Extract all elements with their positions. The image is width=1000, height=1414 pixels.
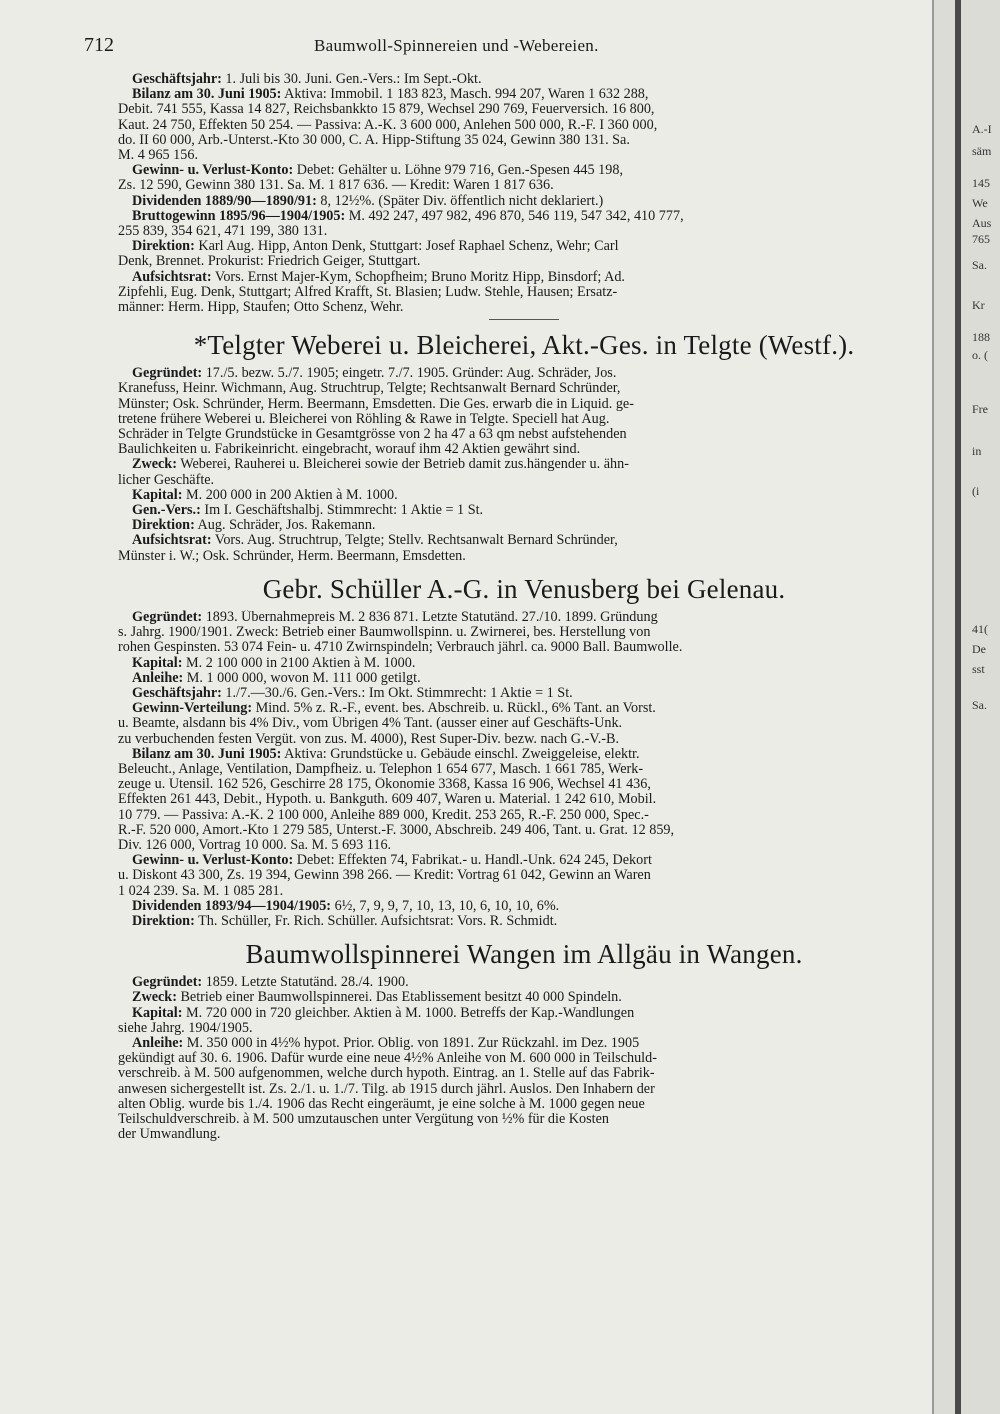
- text-line: [118, 868, 930, 883]
- field-text: u. Beamte, alsdann bis 4% Div., vom Übrigen 4% Tant. (ausser einer auf Geschäfts-Unk.: [118, 716, 623, 732]
- field-text: M. 350 000 in 4½% hypot. Prior. Oblig. von 1891. Zur Rückzahl. im Dez. 1905: [183, 1035, 640, 1051]
- field-text: M. 200 000 in 200 Aktien à M. 1000.: [182, 487, 398, 503]
- text-line: [118, 808, 930, 823]
- text-line: [118, 285, 930, 300]
- field-text: M. 2 100 000 in 2100 Aktien à M. 1000.: [182, 655, 416, 671]
- text-line: [118, 701, 930, 716]
- field-text: u. Diskont 43 300, Zs. 19 394, Gewinn 398 266. — Kredit: Vortrag 61 042, Gewinn an Waren: [118, 868, 651, 884]
- field-label: Aufsichtsrat:: [132, 533, 212, 549]
- margin-note: o. (: [972, 348, 988, 362]
- field-label: Gewinn-Verteilung:: [132, 701, 253, 717]
- field-text: der Umwandlung.: [118, 1127, 221, 1143]
- margin-note: 765: [972, 232, 990, 246]
- field-text: Kranefuss, Heinr. Wichmann, Aug. Struchtrup, Telgte; Rechtsanwalt Bernard Schründer,: [118, 381, 621, 397]
- text-line: [118, 1006, 930, 1021]
- field-text: Effekten 261 443, Debit., Hypoth. u. Bankguth. 609 407, Waren u. Material. 1 242 610, Mobil.: [118, 792, 657, 808]
- text-line: [118, 640, 930, 655]
- text-line: [118, 1097, 930, 1112]
- text-line: [118, 1112, 930, 1127]
- field-text: 1859. Letzte Statutänd. 28./4. 1900.: [202, 975, 409, 991]
- margin-note: säm: [972, 144, 992, 158]
- text-line: [118, 1127, 930, 1142]
- margin-note: 41(: [972, 622, 988, 636]
- field-text: Münster i. W.; Osk. Schründer, Herm. Beermann, Emsdetten.: [118, 548, 466, 564]
- field-text: alten Oblig. wurde bis 1./4. 1906 das Recht eingeräumt, je eine solche à M. 1000 gegen neue: [118, 1096, 645, 1112]
- field-label: Geschäftsjahr:: [132, 685, 222, 701]
- field-text: siehe Jahrg. 1904/1905.: [118, 1020, 253, 1036]
- field-label: Bilanz am 30. Juni 1905:: [132, 746, 282, 762]
- field-label: Dividenden 1893/94—1904/1905:: [132, 898, 332, 914]
- text-line: [118, 194, 930, 209]
- field-text: M. 720 000 in 720 gleichber. Aktien à M. 1000. Betreffs der Kap.-Wandlungen: [182, 1005, 635, 1021]
- field-label: Geschäftsjahr:: [132, 72, 222, 87]
- field-label: Zweck:: [132, 457, 177, 473]
- text-line: [118, 72, 930, 87]
- text-line: [118, 1066, 930, 1081]
- field-text: Aktiva: Grundstücke u. Gebäude einschl. Zweiggeleise, elektr.: [281, 746, 640, 762]
- field-label: Gewinn- u. Verlust-Konto:: [132, 853, 294, 869]
- text-line: [118, 133, 930, 148]
- entry-telgte: [118, 330, 930, 564]
- field-text: R.-F. 520 000, Amort.-Kto 1 279 585, Unterst.-F. 3000, Abschreib. 249 406, Tant. u. Grat. 12 859,: [118, 822, 675, 838]
- margin-note: A.-I: [972, 122, 992, 136]
- text-line: [118, 427, 930, 442]
- field-text: M. 1 000 000, wovon M. 111 000 getilgt.: [183, 670, 421, 686]
- text-line: [118, 656, 930, 671]
- margin-note: sst: [972, 662, 985, 676]
- field-text: anwesen sichergestellt ist. Zs. 2./1. u. 1./7. Tilg. ab 1915 durch jährl. Auslos. Den Inhabern der: [118, 1081, 655, 1097]
- field-label: Anleihe:: [132, 1035, 184, 1051]
- text-line: [118, 381, 930, 396]
- section-divider: [489, 319, 559, 320]
- text-line: [118, 1036, 930, 1051]
- margin-note: (i: [972, 484, 980, 498]
- field-text: Vors. Ernst Majer-Kym, Schopfheim; Bruno Moritz Hipp, Binsdorf; Ad.: [211, 269, 625, 285]
- field-text: 1893. Übernahmepreis M. 2 836 871. Letzte Statutänd. 27./10. 1899. Gründung: [202, 609, 658, 625]
- field-text: Im I. Geschäftshalbj. Stimmrecht: 1 Aktie = 1 St.: [200, 503, 484, 519]
- field-label: Gegründet:: [132, 975, 203, 991]
- field-label: Direktion:: [132, 913, 195, 929]
- field-label: Kapital:: [132, 1005, 183, 1021]
- page-number: 712: [84, 34, 114, 56]
- field-label: Anleihe:: [132, 670, 184, 686]
- text-line: [118, 610, 930, 625]
- field-text: s. Jahrg. 1900/1901. Zweck: Betrieb einer Baumwollspinn. u. Zwirnerei, bes. Herstellung von: [118, 625, 651, 641]
- margin-note: Sa.: [972, 258, 987, 272]
- field-text: Denk, Brennet. Prokurist: Friedrich Geiger, Stuttgart.: [118, 254, 421, 270]
- text-line: [118, 975, 930, 990]
- field-label: Dividenden 1889/90—1890/91:: [132, 193, 317, 209]
- field-text: 6½, 7, 9, 9, 7, 10, 13, 10, 6, 10, 10, 6%.: [331, 898, 560, 914]
- field-text: 1. Juli bis 30. Juni. Gen.-Vers.: Im Sept.-Okt.: [221, 72, 482, 87]
- text-line: [118, 671, 930, 686]
- field-label: Gen.-Vers.:: [132, 503, 201, 519]
- field-text: rohen Gespinsten. 53 074 Fein- u. 4710 Zwirnspindeln; Verbrauch jährl. ca. 9000 Ball. Baumwolle.: [118, 640, 683, 656]
- margin-note: We: [972, 196, 988, 210]
- text-line: [118, 732, 930, 747]
- field-text: Debet: Gehälter u. Löhne 979 716, Gen.-Spesen 445 198,: [293, 163, 623, 179]
- text-line: [118, 366, 930, 381]
- field-text: M. 492 247, 497 982, 496 870, 546 119, 547 342, 410 777,: [345, 208, 684, 224]
- text-line: [118, 178, 930, 193]
- text-line: [118, 518, 930, 533]
- text-line: [118, 209, 930, 224]
- text-line: [118, 1082, 930, 1097]
- text-line: [118, 990, 930, 1005]
- text-line: [118, 473, 930, 488]
- text-line: [118, 899, 930, 914]
- text-line: [118, 118, 930, 133]
- field-text: Debet: Effekten 74, Fabrikat.- u. Handl.-Unk. 624 245, Dekort: [293, 853, 652, 869]
- text-line: [118, 853, 930, 868]
- field-text: Betrieb einer Baumwollspinnerei. Das Etablissement besitzt 40 000 Spindeln.: [176, 990, 622, 1006]
- page-header: [84, 34, 924, 58]
- field-label: Gewinn- u. Verlust-Konto:: [132, 163, 294, 179]
- field-text: verschreib. à M. 500 aufgenommen, welche durch hypoth. Eintrag. an 1. Stelle auf das Fabrik-: [118, 1066, 655, 1082]
- field-label: Zweck:: [132, 990, 177, 1006]
- text-line: [118, 270, 930, 285]
- text-line: [118, 838, 930, 853]
- text-line: [118, 1021, 930, 1036]
- field-text: Div. 126 000, Vortrag 10 000. Sa. M. 5 693 116.: [118, 837, 392, 853]
- text-line: [118, 686, 930, 701]
- text-line: [118, 442, 930, 457]
- text-line: [118, 777, 930, 792]
- field-text: Mind. 5% z. R.-F., event. bes. Abschreib. u. Rückl., 6% Tant. an Vorst.: [252, 701, 656, 717]
- entry-hipp: [118, 72, 930, 320]
- book-spine-shadow: [955, 0, 961, 1414]
- field-label: Kapital:: [132, 655, 183, 671]
- field-text: M. 4 965 156.: [118, 148, 199, 164]
- field-label: Direktion:: [132, 239, 195, 255]
- text-line: [118, 254, 930, 269]
- field-text: 10 779. — Passiva: A.-K. 2 100 000, Anleihe 889 000, Kredit. 253 265, R.-F. 250 000, Spec.-: [118, 807, 649, 823]
- field-text: Teilschuldverschreib. à M. 500 umzutauschen unter Vergütung von ½% für die Kosten: [118, 1111, 609, 1127]
- text-line: [118, 87, 930, 102]
- field-text: Vors. Aug. Struchtrup, Telgte; Stellv. Rechtsanwalt Bernard Schründer,: [211, 533, 618, 549]
- field-text: Zs. 12 590, Gewinn 380 131. Sa. M. 1 817 636. — Kredit: Waren 1 817 636.: [118, 178, 554, 194]
- field-text: Beleucht., Anlage, Ventilation, Dampfheiz. u. Telephon 1 654 677, Masch. 1 661 785, Werk-: [118, 761, 644, 777]
- text-line: [118, 792, 930, 807]
- page-content: [118, 72, 930, 1142]
- field-text: Kaut. 24 750, Effekten 50 254. — Passiva: A.-K. 3 600 000, Anlehen 500 000, R.-F. I 360 000,: [118, 117, 658, 133]
- margin-note: in: [972, 444, 982, 458]
- text-line: [118, 412, 930, 427]
- text-line: [118, 716, 930, 731]
- margin-note: 188: [972, 330, 990, 344]
- text-line: [118, 102, 930, 117]
- field-label: Kapital:: [132, 487, 183, 503]
- margin-note: 145: [972, 176, 990, 190]
- text-line: [118, 762, 930, 777]
- text-line: [118, 914, 930, 929]
- field-text: Zipfehli, Eug. Denk, Stuttgart; Alfred Krafft, St. Blasien; Ludw. Stehle, Hausen; Ersatz-: [118, 284, 618, 300]
- text-line: [118, 163, 930, 178]
- text-line: [118, 747, 930, 762]
- company-title: Gebr. Schüller A.-G. in Venusberg bei Gelenau.: [262, 573, 786, 604]
- field-text: Th. Schüller, Fr. Rich. Schüller. Aufsichtsrat: Vors. R. Schmidt.: [194, 913, 558, 929]
- field-text: Aktiva: Immobil. 1 183 823, Masch. 994 207, Waren 1 632 288,: [281, 87, 649, 103]
- text-line: [118, 488, 930, 503]
- field-label: Aufsichtsrat:: [132, 269, 212, 285]
- field-text: 17./5. bezw. 5./7. 1905; eingetr. 7./7. 1905. Gründer: Aug. Schräder, Jos.: [202, 366, 617, 382]
- company-title: *Telgter Weberei u. Bleicherei, Akt.-Ges. in Telgte (Westf.).: [193, 330, 855, 361]
- field-text: Münster; Osk. Schründer, Herm. Beermann, Emsdetten. Die Ges. erwarb die in Liquid. ge-: [118, 396, 634, 412]
- field-text: 1 024 239. Sa. M. 1 085 281.: [118, 883, 284, 899]
- field-label: Bruttogewinn 1895/96—1904/1905:: [132, 208, 346, 224]
- field-text: zu verbuchenden festen Vergüt. von zus. M. 4000), Rest Super-Div. bezw. nach G.-V.-B.: [118, 731, 620, 747]
- entry-wangen: [118, 939, 930, 1142]
- field-label: Bilanz am 30. Juni 1905:: [132, 87, 282, 103]
- field-label: Gegründet:: [132, 366, 203, 382]
- field-text: tretene frühere Weberei u. Bleicherei von Röhling & Rawe in Telgte. Speciell hat Aug.: [118, 411, 610, 427]
- margin-note: Aus: [972, 216, 992, 230]
- margin-note: De: [972, 642, 986, 656]
- field-text: Debit. 741 555, Kassa 14 827, Reichsbankkto 15 879, Wechsel 290 769, Feuerversich. 16 800,: [118, 102, 655, 118]
- field-text: Aug. Schräder, Jos. Rakemann.: [194, 518, 376, 534]
- field-text: 1./7.—30./6. Gen.-Vers.: Im Okt. Stimmrecht: 1 Aktie = 1 St.: [221, 685, 573, 701]
- text-line: [118, 239, 930, 254]
- margin-note: Kr: [972, 298, 985, 312]
- text-line: [118, 503, 930, 518]
- text-line: [118, 457, 930, 472]
- field-text: 8, 12½%. (Später Div. öffentlich nicht deklariert.): [316, 193, 604, 209]
- field-text: do. II 60 000, Arb.-Unterst.-Kto 30 000, C. A. Hipp-Stiftung 35 024, Gewinn 380 131. Sa.: [118, 132, 630, 148]
- field-text: licher Geschäfte.: [118, 472, 215, 488]
- field-text: Schräder in Telgte Grundstücke in Gesamtgrösse von 2 ha 47 a 63 qm nebst aufstehenden: [118, 427, 627, 443]
- text-line: [118, 1051, 930, 1066]
- field-text: männer: Herm. Hipp, Staufen; Otto Schenz, Wehr.: [118, 300, 404, 316]
- field-text: zeuge u. Utensil. 162 526, Geschirre 28 175, Ökonomie 3368, Kassa 16 906, Wechsel 41 436,: [118, 777, 651, 793]
- text-line: [118, 625, 930, 640]
- field-label: Gegründet:: [132, 609, 203, 625]
- text-line: [118, 533, 930, 548]
- company-title: Baumwollspinnerei Wangen im Allgäu in Wangen.: [245, 939, 803, 970]
- field-text: Baulichkeiten u. Fabrikeinricht. eingebracht, worauf ihm 42 Aktien gewährt sind.: [118, 442, 581, 458]
- field-text: 255 839, 354 621, 471 199, 380 131.: [118, 224, 328, 240]
- entry-schueller: [118, 574, 930, 929]
- text-line: [118, 300, 930, 315]
- field-text: Weberei, Rauherei u. Bleicherei sowie der Betrieb damit zus.hängender u. ähn-: [176, 457, 629, 473]
- text-line: [118, 224, 930, 239]
- text-line: [118, 397, 930, 412]
- margin-note: Sa.: [972, 698, 987, 712]
- field-text: gekündigt auf 30. 6. 1906. Dafür wurde eine neue 4½% Anleihe von M. 600 000 in Teilschuld-: [118, 1051, 657, 1067]
- field-label: Direktion:: [132, 518, 195, 534]
- margin-note: Fre: [972, 402, 988, 416]
- field-text: Karl Aug. Hipp, Anton Denk, Stuttgart: Josef Raphael Schenz, Wehr; Carl: [194, 239, 619, 255]
- text-line: [118, 148, 930, 163]
- text-line: [118, 549, 930, 564]
- text-line: [118, 884, 930, 899]
- running-title: Baumwoll-Spinnereien und -Webereien.: [314, 36, 599, 55]
- text-line: [118, 823, 930, 838]
